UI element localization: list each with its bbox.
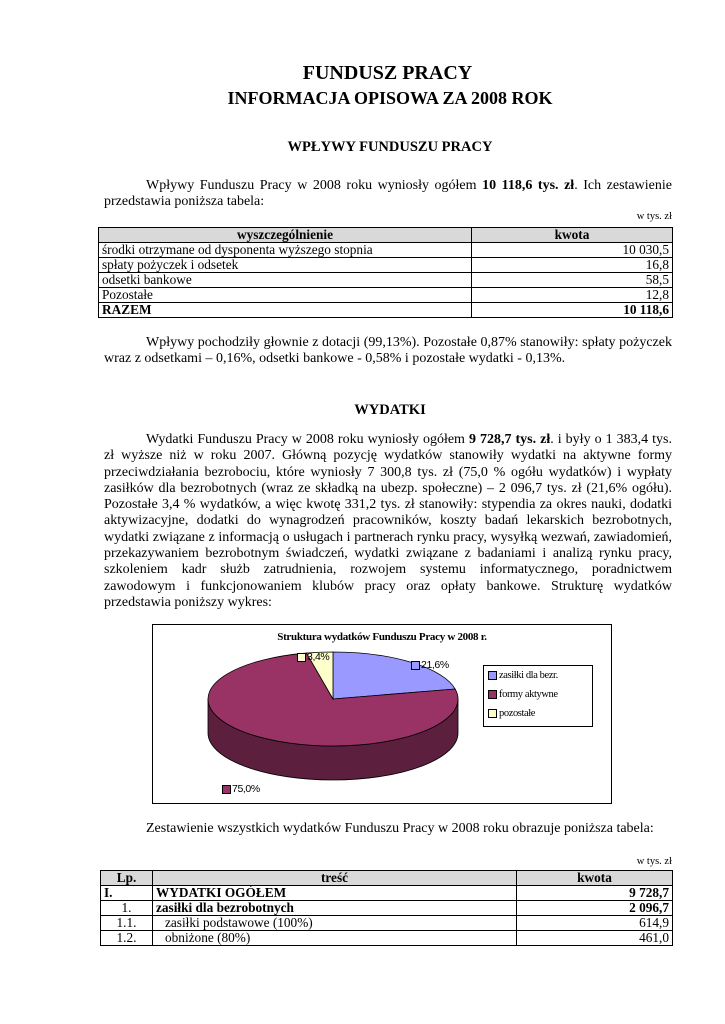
- row-label: odsetki bankowe: [99, 273, 472, 288]
- row-value: 58,5: [472, 273, 673, 288]
- row-value: 461,0: [517, 931, 673, 946]
- row-label: Pozostałe: [99, 288, 472, 303]
- data-label-benefits: [411, 659, 449, 671]
- data-label-other: [297, 651, 329, 663]
- data-label-active-text: 75,0%: [232, 783, 260, 795]
- legend-label: pozostałe: [499, 708, 536, 719]
- table-total-row: [99, 303, 673, 318]
- column-header-description: wyszczególnienie: [99, 228, 472, 243]
- expenses-paragraph: [104, 432, 672, 611]
- legend-swatch-benefits: [488, 671, 497, 680]
- table-row: [101, 901, 673, 916]
- row-label: spłaty pożyczek i odsetek: [99, 258, 472, 273]
- income-unit-label: w tys. zł: [636, 211, 672, 222]
- table-header-row: [99, 228, 673, 243]
- legend-label: zasiłki dla bezr.: [499, 670, 558, 681]
- document-title: FUNDUSZ PRACY: [302, 62, 473, 84]
- data-label-swatch-active: [222, 785, 231, 794]
- income-intro-text-1: Wpływy Funduszu Pracy w 2008 roku wyniosły ogółem: [146, 178, 483, 193]
- document-subtitle: INFORMACJA OPISOWA ZA 2008 ROK: [227, 88, 553, 108]
- expenses-pie-chart: [152, 624, 612, 804]
- table-row: [99, 258, 673, 273]
- section-heading-expenses: WYDATKI: [354, 402, 426, 418]
- row-value: 12,8: [472, 288, 673, 303]
- legend-swatch-other: [488, 709, 497, 718]
- row-label: obniżone (80%): [153, 931, 517, 946]
- data-label-swatch-benefits: [411, 661, 420, 670]
- legend-item-active: [488, 688, 558, 702]
- table-row: [101, 916, 673, 931]
- legend-item-benefits: [488, 669, 558, 683]
- section-heading-income: WPŁYWY FUNDUSZU PRACY: [287, 139, 493, 155]
- income-total-value: 10 118,6 tys. zł: [482, 178, 575, 193]
- chart-legend: [483, 665, 593, 727]
- row-value: 9 728,7: [517, 886, 673, 901]
- total-value: 10 118,6: [472, 303, 673, 318]
- row-lp: I.: [101, 886, 153, 901]
- data-label-swatch-other: [297, 653, 306, 662]
- row-label: zasiłki podstawowe (100%): [153, 916, 517, 931]
- legend-swatch-active: [488, 690, 497, 699]
- total-label: RAZEM: [99, 303, 472, 318]
- column-header-content: treść: [153, 871, 517, 886]
- table-row: [99, 288, 673, 303]
- table-row: [101, 886, 673, 901]
- data-label-active: [222, 783, 260, 795]
- income-summary-paragraph: Wpływy pochodziły głownie z dotacji (99,13%). Pozostałe 0,87% stanowiły: spłaty pożyczek wraz z odsetkami – 0,16%, odsetki bankowe - 0,58% i pozostałe wydatki - 0,13%.: [104, 335, 672, 367]
- column-header-amount: kwota: [517, 871, 673, 886]
- summary-table-intro: Zestawienie wszystkich wydatków Funduszu Pracy w 2008 roku obrazuje poniższa tabela:: [146, 821, 654, 836]
- expenses-table: [100, 870, 673, 946]
- chart-title: Struktura wydatków Funduszu Pracy w 2008 r.: [277, 631, 487, 643]
- expenses-text-1: Wydatki Funduszu Pracy w 2008 roku wyniosły ogółem: [146, 432, 469, 447]
- row-value: 10 030,5: [472, 243, 673, 258]
- data-label-other-text: 3,4%: [307, 651, 330, 663]
- income-table: [98, 227, 673, 318]
- expenses-total-value: 9 728,7 tys. zł: [468, 432, 551, 447]
- row-lp: 1.: [101, 901, 153, 916]
- table-header-row: [101, 871, 673, 886]
- summary-unit-label: w tys. zł: [636, 856, 672, 867]
- legend-label: formy aktywne: [499, 689, 558, 700]
- row-lp: 1.2.: [101, 931, 153, 946]
- row-label: środki otrzymane od dysponenta wyższego stopnia: [99, 243, 472, 258]
- column-header-amount: kwota: [472, 228, 673, 243]
- row-value: 614,9: [517, 916, 673, 931]
- row-value: 16,8: [472, 258, 673, 273]
- income-intro-text-2: . Ich zestawienie przedstawia poniższa tabela:: [104, 178, 672, 210]
- legend-item-other: [488, 707, 535, 721]
- table-row: [99, 273, 673, 288]
- row-value: 2 096,7: [517, 901, 673, 916]
- expenses-text-2: . i były o 1 383,4 tys. zł wyższe niż w roku 2007. Główną pozycję wydatków stanowiły wydatki na aktywne formy przeciwdziałania bezrobociu, które wyniosły 7 300,8 tys. zł (75,0 % ogółu wydatków) i wypłaty zasiłków dla bezrobotnych (wraz ze składką na ubezp. społeczne) – 2 096,7 tys. zł (21,6% ogółu). Pozostałe 3,4 % wydatków, a więc kwotę 331,2 tys. zł stanowiły: stypendia za okres nauki, dodatki aktywizacyjne, dodatki do wynagrodzeń pracowników, koszty badań lekarskich bezrobotnych, wydatki związane z informacją o usługach i partnerach rynku pracy, wysyłką wezwań, zawiadomień, przekazywaniem bezrobotnym świadczeń, wydatki związane z badaniami i analizą rynku pracy, szkoleniem kadr służb zatrudnienia, rozwojem systemu informatycznego, poradnictwem zawodowym i funkcjonowaniem klubów pracy oraz opłaty bankowe. Strukturę wydatków przedstawia poniższy wykres:: [104, 432, 672, 610]
- row-label: zasiłki dla bezrobotnych: [153, 901, 517, 916]
- table-row: [99, 243, 673, 258]
- column-header-lp: Lp.: [101, 871, 153, 886]
- row-label: WYDATKI OGÓŁEM: [153, 886, 517, 901]
- row-lp: 1.1.: [101, 916, 153, 931]
- table-row: [101, 931, 673, 946]
- data-label-benefits-text: 21,6%: [421, 659, 449, 671]
- income-intro-paragraph: [104, 178, 672, 211]
